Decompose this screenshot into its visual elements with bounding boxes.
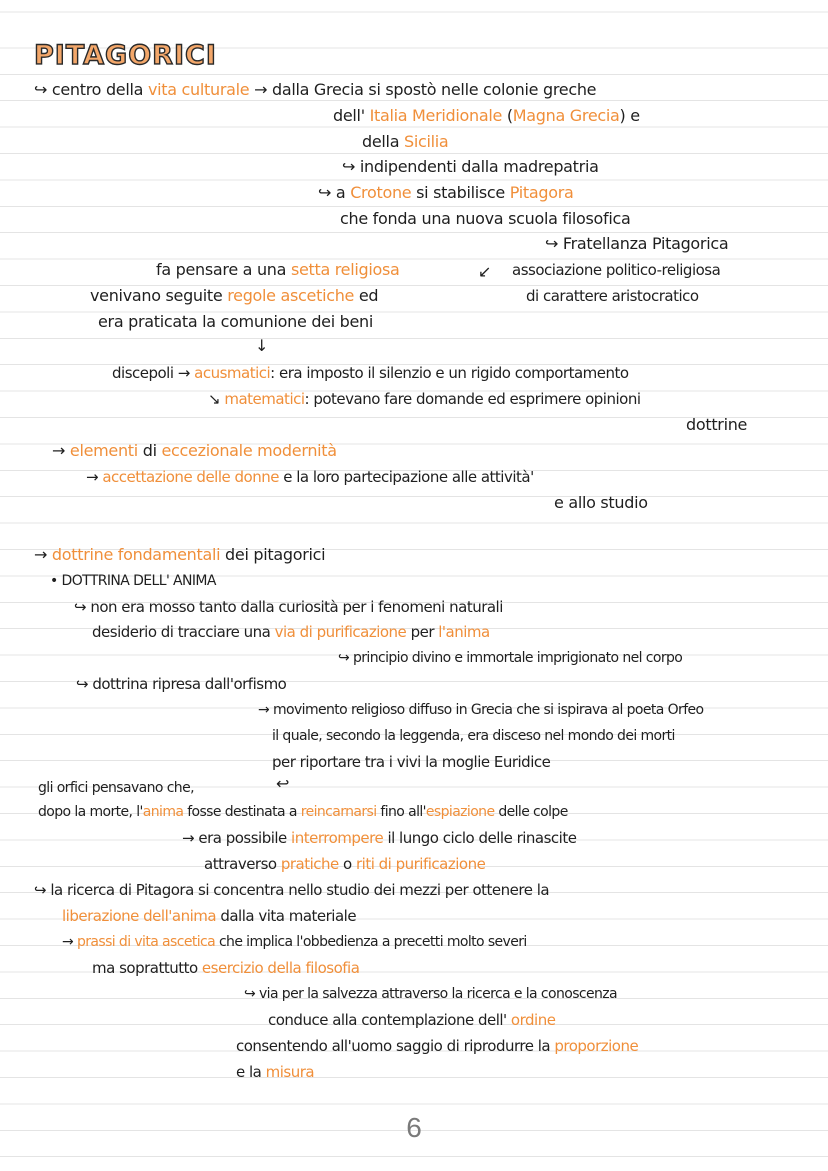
arrow-icon: ↩ [276,774,290,793]
note-line: conduce alla contemplazione dell' ordine [268,1011,556,1029]
note-line: → dottrine fondamentali dei pitagorici [34,545,326,564]
note-line: fa pensare a una setta religiosa [156,260,400,279]
note-line: liberazione dell'anima dalla vita materiale [62,907,357,925]
note-line: era praticata la comunione dei beni [98,312,374,331]
arrow-icon: ↙ [478,262,492,281]
note-line: che fonda una nuova scuola filosofica [340,209,631,228]
note-line: → elementi di eccezionale modernità [52,441,337,460]
note-line: ↪ via per la salvezza attraverso la ricerca e la conoscenza [244,986,617,1002]
note-line: ↪ centro della vita culturale → dalla Grecia si spostò nelle colonie greche [34,80,597,99]
note-line: ↪ indipendenti dalla madrepatria [342,157,599,176]
note-line: dopo la morte, l'anima fosse destinata a reincarnarsi fino all'espiazione delle colpe [38,804,568,820]
note-line: di carattere aristocratico [526,287,699,305]
note-line: discepoli → acusmatici: era imposto il silenzio e un rigido comportamento [112,364,629,382]
section-heading: • DOTTRINA DELL' ANIMA [50,573,216,589]
note-line: ↪ non era mosso tanto dalla curiosità per i fenomeni naturali [74,598,503,616]
note-line: ma soprattutto esercizio della filosofia [92,959,360,977]
page-number: 6 [406,1112,422,1143]
note-line: consentendo all'uomo saggio di riprodurre la proporzione [236,1037,639,1055]
note-line: venivano seguite regole ascetiche ed [90,286,379,305]
note-line: attraverso pratiche o riti di purificazione [204,855,486,873]
note-line: associazione politico-religiosa [512,261,721,279]
note-line: dell' Italia Meridionale (Magna Grecia) e [333,106,640,125]
arrow-down-icon: ↓ [255,336,269,355]
note-line: → era possibile interrompere il lungo ciclo delle rinascite [182,829,577,847]
note-line: ↪ dottrina ripresa dall'orfismo [76,675,287,693]
note-line: il quale, secondo la leggenda, era disceso nel mondo dei morti [272,728,675,744]
note-line: ↪ la ricerca di Pitagora si concentra nello studio dei mezzi per ottenere la [34,881,550,899]
note-line: della Sicilia [362,132,449,151]
note-line: e allo studio [554,493,648,512]
note-line: per riportare tra i vivi la moglie Euridice [272,753,551,771]
note-line: gli orfici pensavano che, [38,780,194,796]
note-line: ↪ a Crotone si stabilisce Pitagora [318,183,574,202]
note-line: → movimento religioso diffuso in Grecia che si ispirava al poeta Orfeo [258,702,704,718]
note-line: → prassi di vita ascetica che implica l'obbedienza a precetti molto severi [62,934,527,950]
note-line: ↪ Fratellanza Pitagorica [545,234,729,253]
page-title: PITAGORICI [34,40,217,71]
note-line: → accettazione delle donne e la loro partecipazione alle attività' [86,468,534,486]
note-line: e la misura [236,1063,315,1081]
note-line: desiderio di tracciare una via di purificazione per l'anima [92,623,490,641]
note-line: ↪ principio divino e immortale imprigionato nel corpo [338,650,683,666]
note-line: ↘ matematici: potevano fare domande ed esprimere opinioni [208,390,641,408]
note-line: dottrine [686,415,748,434]
